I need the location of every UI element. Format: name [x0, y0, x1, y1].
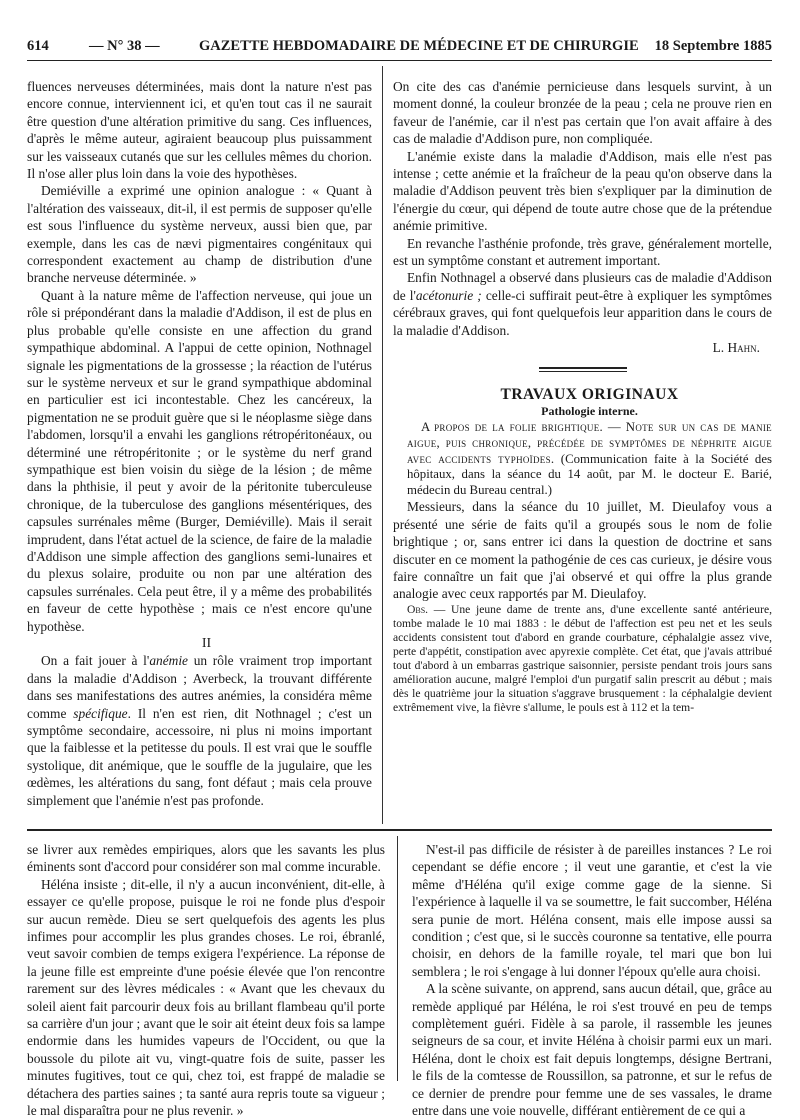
article-body: Messieurs, dans la séance du 10 juillet, M. Dieulafoy vous a présenté une série de faits qu'il a groupés sous le nom de folie brightique ; or, sans entrer ici dans la question de doctrine et sans discuter en ce moment la pathogénie de ces cas curieux, je désire vous faire connaître un fait que j'ai observé et qui offre la plus grande analogie avec ceux rapportés par M. Dieulafoy.: [393, 499, 772, 602]
feuilleton-left-column: [27, 841, 385, 1120]
paragraph: Héléna insiste ; dit-elle, il n'y a aucun inconvénient, dit-elle, à essayer ce qu'elle propose, puisque le roi ne fonde plus d'espoir sur aucun remède. Dieu se sert quelquefois des agents les plus infimes pour accomplir les plus grandes choses. Le roi, ébranlé, veut savoir combien de temps exigera l'expérience. La réponse de la jeune fille est empreinte d'une poésie élevée que l'on rencontre rarement sur des lèvres médicales : « Avant que les chevaux du soleil aient fait parcourir deux fois au brillant flambeau qu'il porte sa carrière d'un jour ; avant que le soir ait éteint deux fois sa lampe endormie dans les humides vapeurs de l'Occident, ou que la boussole du pilote ait vu, vingt-quatre fois de suite, passer les minutes fugitives, tout ce qui, chez toi, est frappé de maladie se détachera des parties saines ; ta santé aura repris toute sa vigueur ; le mal disparaîtra pour ne plus revenir. »: [27, 876, 385, 1119]
author-signature: L. Hahn.: [712, 340, 760, 356]
subcategory-title: Pathologie interne.: [541, 403, 638, 418]
feuilleton-right-column: [412, 841, 772, 1120]
issue-number: — N° 38 —: [89, 38, 160, 54]
page-number: 614: [27, 38, 49, 54]
right-column: [393, 78, 772, 715]
paragraph: On a fait jouer à l'anémie un rôle vraiment trop important dans la maladie d'Addison ; Averbeck, la trouvant différente dans ses manifestations des autres anémies, la considéra même comme spécifique. Il n'en est rien, dit Nothnagel ; c'est un symptôme secondaire, accessoire, ni plus ni moins important que la faiblesse et la petitesse du pouls. Il est vrai que le souffle systolique, dit anémique, que le souffle de la jugulaire, que les œdèmes, les altérations du sang, font défaut ; mais cela prouve simplement que l'anémie n'est pas profonde.: [27, 653, 373, 808]
page-header: [27, 36, 772, 61]
journal-title: GAZETTE HEBDOMADAIRE DE MÉDECINE ET DE CHIRURGIE: [199, 38, 639, 54]
article-title: A propos de la folie brightique. — Note sur un cas de manie aigue, puis chronique, précédée de symptômes de néphrite aigue avec accidents typhoïdes. (Communication faite à la Société des hôpitaux, dans la séance du 14 août, par M. le docteur E. Barié, médecin du Bureau central.): [407, 420, 772, 497]
observation: Obs. — Une jeune dame de trente ans, d'une excellente santé antérieure, tombe malade le 10 mai 1883 : le début de l'affection est peu net et les seuls accidents consistent tout d'abord en grande courbature, céphalalgie assez vive, perte d'appétit, constipation avec apyrexie complète. Cet état, que j'avais attribué tout d'abord à un embarras gastrique saisonnier, persiste pendant trois jours sans amélioration aucune, malgré l'emploi d'un purgatif salin prescrit au début ; mais dès le quatrième jour la situation s'aggrave brusquement : la céphalalgie devient extrêmement vive, la fièvre s'allume, le pouls est à 112 et la tem-: [393, 602, 772, 715]
left-column: [27, 78, 372, 809]
column-divider-bottom: [397, 836, 398, 1081]
paragraph: Enfin Nothnagel a observé dans plusieurs cas de maladie d'Addison de l'acétonurie ; celle-ci suffirait peut-être à expliquer les symptômes cérébraux graves, qui font quelquefois leur apparition dans le cours de la maladie d'Addison.: [393, 270, 773, 338]
newspaper-page: [27, 36, 773, 1119]
paragraph: Quant à la nature même de l'affection nerveuse, qui joue un rôle si prépondérant dans la maladie d'Addison, il est de plus en plus probable qu'elle consiste en une affection du grand sympathique abdominal. A l'appui de cette opinion, Nothnagel signale les pigmentations de la grossesse ; la réaction de l'utérus sur le système nerveux et sur le grand sympathique abdominal en particulier est ici incontestable. Chez les cancéreux, la pigmentation ne se produit guère que si le néoplasme siège dans l'abdomen, lorsqu'il a envahi les ganglions rétropéritonéaux, ou déterminé une rétropéritonite ; or le système du nerf grand sympathique est bien voisin du siège de la lésion ; de même dans la phthisie, il peut y avoir de la péritonite tuberculeuse chronique, de la tuberculose des ganglions mésentériques, des capsules surrénales même (Burger, Demiéville). Mais il serait imprudent, dans l'état actuel de la science, de faire de la maladie d'Addison une simple affection des ganglions semi-lunaires et du plexus solaire, produite ou non par une altération des capsules surrénales. Cela peut être, il y a même des probabilités en faveur de cette hypothèse ; mais ce n'est encore qu'une hypothèse.: [27, 287, 372, 634]
section-number: II: [201, 636, 212, 651]
feuilleton-divider: [27, 829, 772, 831]
paragraph: fluences nerveuses déterminées, mais dont la nature n'est pas encore connue, interviennent ici, et qu'en tout cas il ne saurait être question d'une altération primitive du sang. Ces influences, d'après le même auteur, agiraient beaucoup plus puissamment sur les vaisseaux cutanés que sur les cellules mêmes du chorion. Il n'ose aller plus loin dans la voie des hypothèses.: [27, 79, 372, 182]
paragraph: Demiéville a exprimé une opinion analogue : « Quant à l'altération des vaisseaux, dit-il, il est permis de supposer qu'elle est sous l'influence du système nerveux, aussi bien que, par exemple, dans les cas de nævi pigmentaires congénitaux qui correspondent exactement au champ de distribution d'une branche nerveuse déterminée. »: [27, 183, 372, 286]
paragraph: L'anémie existe dans la maladie d'Addison, mais elle n'est pas intense ; cette anémie et la fraîcheur de la peau qu'on observe dans la maladie d'Addison peuvent très bien s'expliquer par la diminution de l'énergie du cœur, qui dépend de toute autre chose que de la prétendue anémie primitive.: [393, 148, 772, 234]
paragraph: N'est-il pas difficile de résister à de pareilles instances ? Le roi cependant se défie encore ; il veut une garantie, et c'est la vie même d'Héléna qu'il exige comme gage de la sienne. Si l'expérience à laquelle il va se soumettre, le fait succomber, Héléna sera punie de mort. Héléna consent, mais elle impose aussi sa condition ; c'est que, si le succès couronne sa tentative, elle pourra choisir, en dehors de la famille royale, tel mari que bon lui semblera ; le roi s'engage à lui donner l'époux qu'elle aura choisi.: [412, 842, 772, 979]
section-title: TRAVAUX ORIGINAUX: [500, 385, 679, 403]
issue-date: 18 Septembre 1885: [654, 38, 772, 54]
section-ornament: [539, 367, 627, 372]
paragraph: A la scène suivante, on apprend, sans aucun détail, que, grâce au remède appliqué par Héléna, le roi s'est trouvé en peu de temps complètement guéri. Fidèle à sa parole, il rassemble les jeunes seigneurs de sa cour, et invite Héléna à choisir parmi eux un mari. Héléna, dont le choix est fait depuis longtemps, désigne Bertrani, le fils de la comtesse de Roussillon, sa patronne, et sur le refus de ce dernier de prendre pour femme une de ses vassales, le drame entre dans une voie nouvelle, différant entièrement de ce qui a: [412, 981, 772, 1119]
paragraph: se livrer aux remèdes empiriques, alors que les savants les plus éminents sont d'accord pour considérer son mal comme incurable.: [27, 842, 385, 875]
column-divider-top: [382, 66, 383, 824]
paragraph: On cite des cas d'anémie pernicieuse dans lesquels survint, à un moment donné, la couleur bronzée de la peau ; cela ne prouve rien en faveur de l'anémie, car il n'est pas certain que l'on avait affaire à des cas de maladie d'Addison pure, non compliquée.: [393, 79, 772, 147]
paragraph: En revanche l'asthénie profonde, très grave, généralement mortelle, est un symptôme constant et autrement important.: [393, 235, 772, 269]
